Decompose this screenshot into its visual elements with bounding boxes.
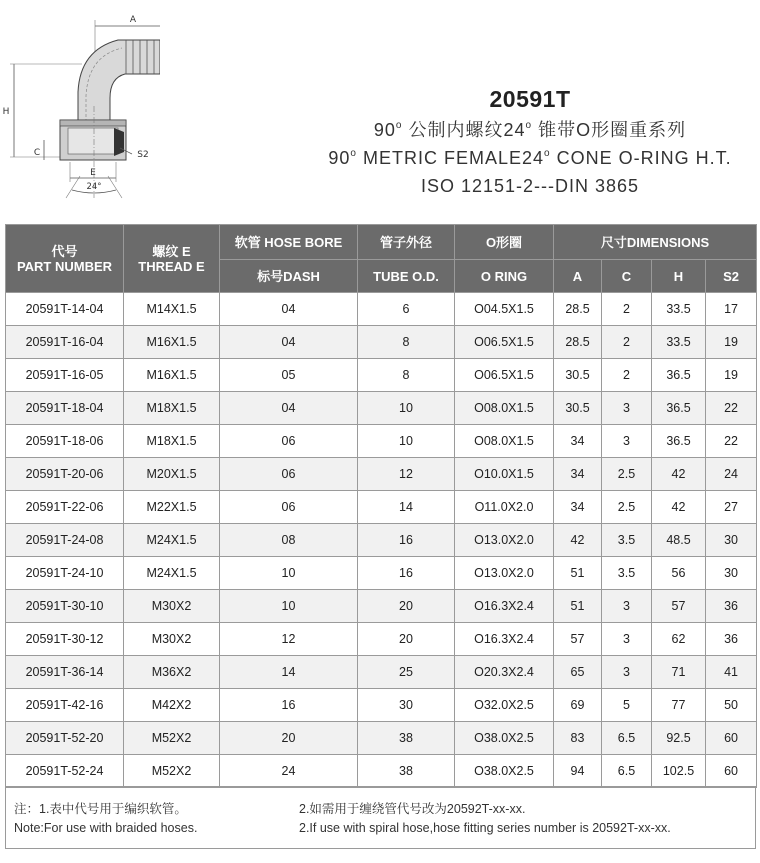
title-en-degree: 90 — [328, 148, 351, 168]
cell-dim-a: 34 — [554, 458, 602, 491]
cell-tube-od: 6 — [358, 293, 455, 326]
dim-angle-label: 24° — [86, 182, 102, 192]
cell-dim-a: 83 — [554, 722, 602, 755]
header-thread-en: THREAD E — [138, 258, 205, 274]
cell-part-number: 20591T-42-16 — [6, 689, 124, 722]
title-block — [300, 82, 760, 200]
cell-thread: M22X1.5 — [124, 491, 220, 524]
table-row — [6, 656, 757, 689]
header-oring-cn: O形圈 — [455, 225, 554, 260]
cell-tube-od: 8 — [358, 326, 455, 359]
table-row — [6, 491, 757, 524]
cell-tube-od: 38 — [358, 722, 455, 755]
table-row — [6, 293, 757, 326]
header-thread-cn: 螺纹 E — [152, 243, 191, 259]
cell-oring: O38.0X2.5 — [455, 722, 554, 755]
cell-dim-c: 3 — [602, 656, 652, 689]
dim-h-label: H — [2, 107, 10, 117]
cell-tube-od: 30 — [358, 689, 455, 722]
cell-part-number: 20591T-24-08 — [6, 524, 124, 557]
cell-thread: M30X2 — [124, 623, 220, 656]
dim-c-label: C — [33, 148, 41, 158]
table-row — [6, 458, 757, 491]
cell-dash: 04 — [220, 326, 358, 359]
cell-oring: O20.3X2.4 — [455, 656, 554, 689]
cell-part-number: 20591T-24-10 — [6, 557, 124, 590]
cell-dash: 06 — [220, 491, 358, 524]
cell-dim-a: 34 — [554, 425, 602, 458]
spec-table-body — [6, 293, 757, 788]
cell-dash: 10 — [220, 557, 358, 590]
cell-dash: 08 — [220, 524, 358, 557]
cell-dim-s2: 50 — [706, 689, 757, 722]
cell-dim-c: 3.5 — [602, 524, 652, 557]
cell-thread: M14X1.5 — [124, 293, 220, 326]
cell-dim-h: 71 — [652, 656, 706, 689]
cell-dim-c: 6.5 — [602, 722, 652, 755]
cell-dim-s2: 22 — [706, 425, 757, 458]
cell-dim-c: 3 — [602, 392, 652, 425]
cell-dim-h: 48.5 — [652, 524, 706, 557]
cell-dash: 16 — [220, 689, 358, 722]
header-thread — [124, 225, 220, 293]
cell-dim-c: 2 — [602, 359, 652, 392]
cell-part-number: 20591T-18-06 — [6, 425, 124, 458]
cell-part-number: 20591T-18-04 — [6, 392, 124, 425]
title-cn-part1: 公制内螺纹24 — [408, 120, 526, 140]
cell-tube-od: 20 — [358, 590, 455, 623]
cell-dim-a: 94 — [554, 755, 602, 788]
cell-dim-a: 51 — [554, 557, 602, 590]
cell-dim-c: 3 — [602, 425, 652, 458]
table-row — [6, 392, 757, 425]
cell-dim-a: 51 — [554, 590, 602, 623]
cell-dim-h: 36.5 — [652, 392, 706, 425]
cell-tube-od: 16 — [358, 524, 455, 557]
cell-dash: 04 — [220, 392, 358, 425]
cell-dim-s2: 60 — [706, 755, 757, 788]
cell-dim-s2: 30 — [706, 524, 757, 557]
cell-oring: O08.0X1.5 — [455, 425, 554, 458]
cell-dim-h: 33.5 — [652, 293, 706, 326]
cell-dim-a: 57 — [554, 623, 602, 656]
cell-dim-h: 92.5 — [652, 722, 706, 755]
header-oring-en: O RING — [455, 260, 554, 293]
header-tube-cn: 管子外径 — [358, 225, 455, 260]
cell-dim-c: 2.5 — [602, 458, 652, 491]
cell-tube-od: 10 — [358, 425, 455, 458]
cell-dim-s2: 36 — [706, 590, 757, 623]
note-1 — [14, 800, 197, 838]
notes-right-rule — [755, 786, 756, 848]
cell-part-number: 20591T-16-04 — [6, 326, 124, 359]
table-row — [6, 359, 757, 392]
cell-thread: M16X1.5 — [124, 359, 220, 392]
cell-dim-c: 3.5 — [602, 557, 652, 590]
table-row — [6, 689, 757, 722]
cell-dim-c: 5 — [602, 689, 652, 722]
cell-thread: M18X1.5 — [124, 425, 220, 458]
model-number: 20591T — [489, 86, 571, 112]
cell-dim-s2: 22 — [706, 392, 757, 425]
cell-dim-c: 6.5 — [602, 755, 652, 788]
cell-dash: 05 — [220, 359, 358, 392]
dim-s2-label: S2 — [137, 150, 149, 160]
cell-part-number: 20591T-30-10 — [6, 590, 124, 623]
header-dimensions: 尺寸DIMENSIONS — [554, 225, 757, 260]
title-cn-part2: 锥带O形圈重系列 — [532, 120, 687, 140]
cell-dim-s2: 17 — [706, 293, 757, 326]
cell-dim-a: 65 — [554, 656, 602, 689]
note-1-cn: 注：1.表中代号用于编织软管。 — [14, 802, 187, 816]
cell-part-number: 20591T-20-06 — [6, 458, 124, 491]
table-row — [6, 755, 757, 788]
header-dim-h: H — [652, 260, 706, 293]
cell-oring: O11.0X2.0 — [455, 491, 554, 524]
cell-dim-s2: 60 — [706, 722, 757, 755]
cell-dim-s2: 30 — [706, 557, 757, 590]
notes-top-rule — [5, 786, 756, 787]
cell-thread: M24X1.5 — [124, 557, 220, 590]
table-row — [6, 722, 757, 755]
cell-dash: 20 — [220, 722, 358, 755]
cell-dash: 06 — [220, 425, 358, 458]
cell-dim-h: 57 — [652, 590, 706, 623]
spec-table — [5, 224, 757, 788]
cell-dim-a: 34 — [554, 491, 602, 524]
cell-dash: 10 — [220, 590, 358, 623]
table-row — [6, 557, 757, 590]
title-en-part2: CONE O-RING H.T. — [550, 148, 732, 168]
cell-dim-s2: 41 — [706, 656, 757, 689]
cell-tube-od: 20 — [358, 623, 455, 656]
header-hose-bore: 软管 HOSE BORE — [220, 225, 358, 260]
header-tube-od: TUBE O.D. — [358, 260, 455, 293]
cell-dim-c: 2.5 — [602, 491, 652, 524]
header-part-number-en: PART NUMBER — [16, 258, 113, 274]
header-part-number — [6, 225, 124, 293]
notes-bottom-rule — [5, 848, 756, 849]
cell-dim-a: 28.5 — [554, 293, 602, 326]
cell-oring: O13.0X2.0 — [455, 557, 554, 590]
cell-tube-od: 16 — [358, 557, 455, 590]
cell-dim-h: 42 — [652, 491, 706, 524]
cell-tube-od: 14 — [358, 491, 455, 524]
cell-oring: O08.0X1.5 — [455, 392, 554, 425]
cell-dim-a: 30.5 — [554, 359, 602, 392]
cell-thread: M52X2 — [124, 722, 220, 755]
cell-oring: O16.3X2.4 — [455, 623, 554, 656]
header-dim-s2: S2 — [706, 260, 757, 293]
cell-dim-c: 3 — [602, 590, 652, 623]
cell-thread: M52X2 — [124, 755, 220, 788]
cell-oring: O38.0X2.5 — [455, 755, 554, 788]
cell-dim-c: 2 — [602, 293, 652, 326]
note-2 — [299, 800, 671, 838]
cell-dim-s2: 27 — [706, 491, 757, 524]
cell-thread: M30X2 — [124, 590, 220, 623]
cell-part-number: 20591T-14-04 — [6, 293, 124, 326]
cell-dim-c: 3 — [602, 623, 652, 656]
cell-oring: O04.5X1.5 — [455, 293, 554, 326]
cell-dim-a: 28.5 — [554, 326, 602, 359]
table-row — [6, 623, 757, 656]
note-2-cn: 2.如需用于缠绕管代号改为20592T-xx-xx. — [299, 802, 526, 816]
cell-thread: M24X1.5 — [124, 524, 220, 557]
cell-tube-od: 10 — [358, 392, 455, 425]
cell-oring: O10.0X1.5 — [455, 458, 554, 491]
table-row — [6, 590, 757, 623]
header-dim-c: C — [602, 260, 652, 293]
cell-dim-h: 36.5 — [652, 359, 706, 392]
cell-dim-a: 30.5 — [554, 392, 602, 425]
title-chinese: 90$^o$ 公制内螺纹24$^o$ 锥带O形圈重系列 — [373, 120, 687, 140]
cell-dash: 24 — [220, 755, 358, 788]
cell-dim-c: 2 — [602, 326, 652, 359]
cell-oring: O16.3X2.4 — [455, 590, 554, 623]
header-dim-a: A — [554, 260, 602, 293]
header-dash: 标号DASH — [220, 260, 358, 293]
cell-tube-od: 8 — [358, 359, 455, 392]
cell-dim-h: 42 — [652, 458, 706, 491]
cell-dim-h: 36.5 — [652, 425, 706, 458]
cell-dim-h: 62 — [652, 623, 706, 656]
cell-dim-h: 56 — [652, 557, 706, 590]
title-english: 90$^o$ METRIC FEMALE24$^o$ CONE O-RING H.T. — [328, 148, 732, 168]
cell-tube-od: 38 — [358, 755, 455, 788]
table-row — [6, 425, 757, 458]
cell-thread: M36X2 — [124, 656, 220, 689]
title-en-part1: METRIC FEMALE24 — [362, 148, 545, 168]
title-cn-degree: 90 — [373, 120, 396, 140]
cell-part-number: 20591T-52-20 — [6, 722, 124, 755]
cell-thread: M42X2 — [124, 689, 220, 722]
cell-dim-s2: 36 — [706, 623, 757, 656]
notes-left-rule — [5, 786, 6, 848]
header-part-number-cn: 代号 — [51, 243, 78, 259]
cell-part-number: 20591T-22-06 — [6, 491, 124, 524]
table-row — [6, 326, 757, 359]
cell-oring: O32.0X2.5 — [455, 689, 554, 722]
dim-e-label: E — [90, 168, 96, 178]
cell-dim-a: 42 — [554, 524, 602, 557]
cell-dim-a: 69 — [554, 689, 602, 722]
cell-thread: M20X1.5 — [124, 458, 220, 491]
cell-dim-s2: 19 — [706, 326, 757, 359]
cell-part-number: 20591T-16-05 — [6, 359, 124, 392]
cell-part-number: 20591T-30-12 — [6, 623, 124, 656]
cell-tube-od: 25 — [358, 656, 455, 689]
cell-dash: 14 — [220, 656, 358, 689]
cell-thread: M18X1.5 — [124, 392, 220, 425]
cell-dim-h: 77 — [652, 689, 706, 722]
note-2-en: 2.If use with spiral hose,hose fitting series number is 20592T-xx-xx. — [299, 821, 671, 835]
cell-dim-h: 102.5 — [652, 755, 706, 788]
cell-part-number: 20591T-36-14 — [6, 656, 124, 689]
cell-oring: O06.5X1.5 — [455, 326, 554, 359]
cell-dash: 06 — [220, 458, 358, 491]
fitting-drawing — [0, 0, 160, 205]
cell-thread: M16X1.5 — [124, 326, 220, 359]
cell-dim-h: 33.5 — [652, 326, 706, 359]
cell-oring: O13.0X2.0 — [455, 524, 554, 557]
note-1-en: Note:For use with braided hoses. — [14, 821, 198, 835]
cell-dash: 12 — [220, 623, 358, 656]
cell-dash: 04 — [220, 293, 358, 326]
cell-tube-od: 12 — [358, 458, 455, 491]
standard-line: ISO 12151-2---DIN 3865 — [420, 176, 640, 196]
table-row — [6, 524, 757, 557]
dim-a-label: A — [129, 15, 137, 25]
cell-dim-s2: 24 — [706, 458, 757, 491]
cell-oring: O06.5X1.5 — [455, 359, 554, 392]
cell-dim-s2: 19 — [706, 359, 757, 392]
cell-part-number: 20591T-52-24 — [6, 755, 124, 788]
